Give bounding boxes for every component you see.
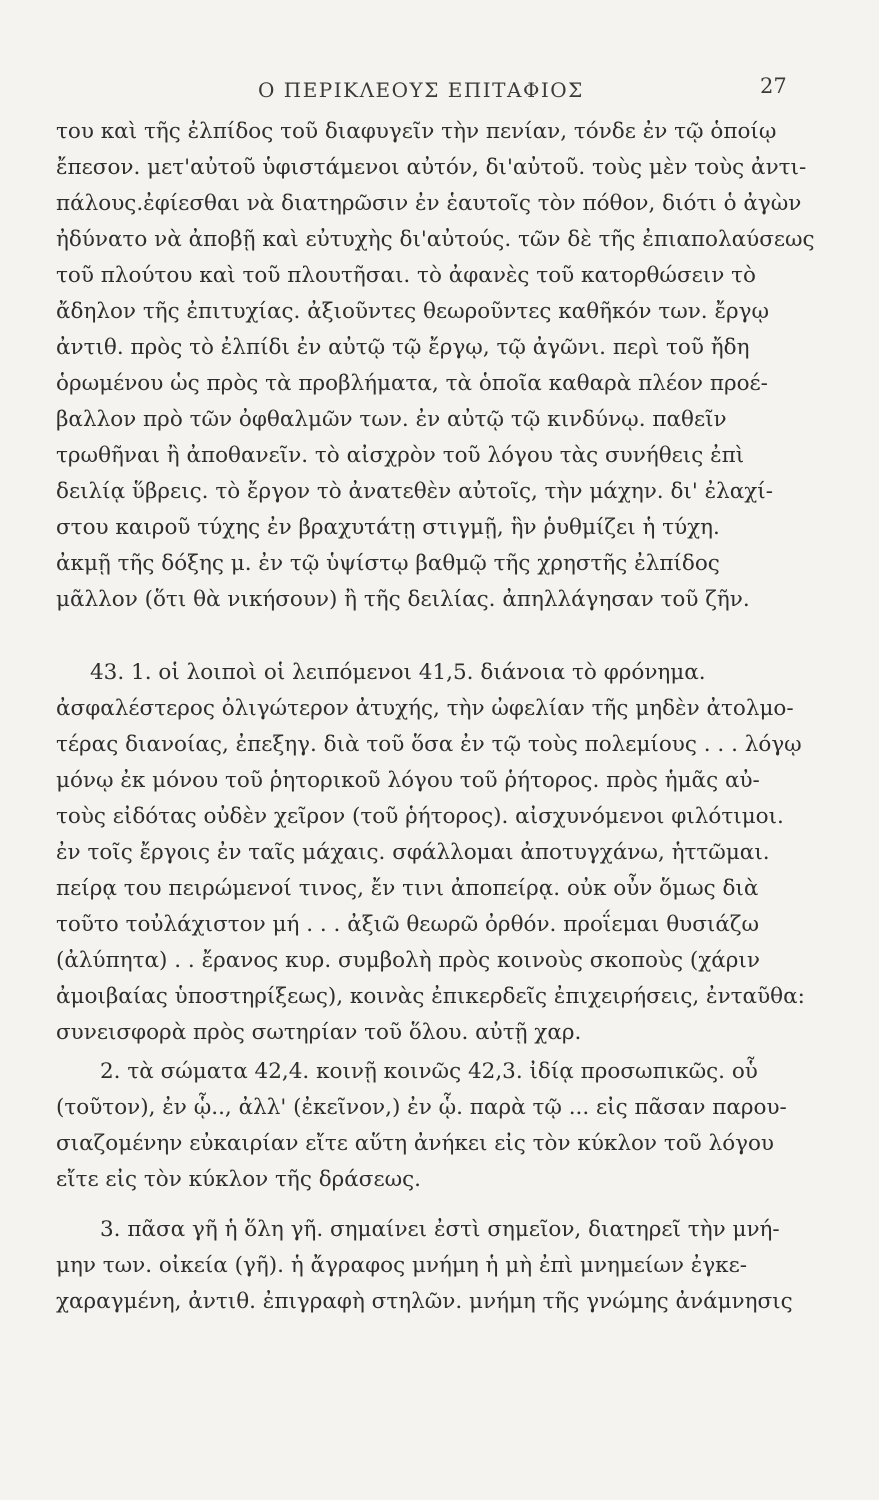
text-line: ἀσφαλέστερος ὀλιγώτερον ἀτυχής, τὴν ὠφελίαν τῆς μηδὲν ἀτολμο- — [56, 696, 794, 721]
text-line: ἄδηλον τῆς ἐπιτυχίας. ἀξιοῦντες θεωροῦντες καθῆκόν των. ἔργῳ — [56, 299, 770, 324]
text-line: τοῦτο τοὐλάχιστον μή . . . ἀξιῶ θεωρῶ ὀρθόν. προΐεμαι θυσιάζω — [56, 912, 760, 937]
text-line: σιαζομένην εὐκαιρίαν εἴτε αὕτη ἀνήκει εἰς τὸν κύκλον τοῦ λόγου — [56, 1131, 775, 1156]
text-line: ἀντιθ. πρὸς τὸ ἐλπίδι ἐν αὐτῷ τῷ ἔργῳ, τῷ ἀγῶνι. περὶ τοῦ ἤδη — [56, 335, 750, 360]
page-header — [0, 74, 879, 108]
text-line: τοῦ πλούτου καὶ τοῦ πλουτῆσαι. τὸ ἀφανὲς τοῦ κατορθώσειν τὸ — [56, 263, 756, 288]
text-line: ἀμοιβαίας ὑποστηρίξεως), κοινὰς ἐπικερδεῖς ἐπιχειρήσεις, ἐνταῦθα: — [56, 984, 805, 1009]
text-line: ἠδύνατο νὰ ἀποβῇ καὶ εὐτυχὴς δι'αὐτούς. τῶν δὲ τῆς ἐπιαπολαύσεως — [56, 227, 815, 252]
text-line: χαραγμένη, ἀντιθ. ἐπιγραφὴ στηλῶν. μνήμη τῆς γνώμης ἀνάμνησις — [56, 1289, 793, 1314]
text-line: δειλίᾳ ὕβρεις. τὸ ἔργον τὸ ἀνατεθὲν αὐτοῖς, τὴν μάχην. δι' ἐλαχί- — [56, 479, 773, 504]
text-line: μόνῳ ἐκ μόνου τοῦ ῥητορικοῦ λόγου τοῦ ῥήτορος. πρὸς ἡμᾶς αὐ- — [56, 768, 760, 793]
text-line: ἔπεσον. μετ'αὐτοῦ ὑφιστάμενοι αὐτόν, δι'αὐτοῦ. τοὺς μὲν τοὺς ἀντι- — [56, 155, 807, 180]
text-line: τρωθῆναι ἢ ἀποθανεῖν. τὸ αἰσχρὸν τοῦ λόγου τὰς συνήθεις ἐπὶ — [56, 443, 745, 468]
text-line: πείρᾳ του πειρώμενοί τινος, ἔν τινι ἀποπείρᾳ. οὐκ οὖν ὅμως διὰ — [56, 876, 759, 901]
text-line: μην των. οἰκεία (γῆ). ἡ ἄγραφος μνήμη ἡ μὴ ἐπὶ μνημείων ἐγκε- — [56, 1253, 748, 1278]
text-line: ἀκμῇ τῆς δόξης μ. ἐν τῷ ὑψίστῳ βαθμῷ τῆς χρηστῆς ἐλπίδος — [56, 551, 720, 576]
text-line: πάλους.ἐφίεσθαι νὰ διατηρῶσιν ἐν ἑαυτοῖς τὸν πόθον, διότι ὁ ἀγὼν — [56, 191, 802, 216]
text-line: μᾶλλον (ὅτι θὰ νικήσουν) ἢ τῆς δειλίας. ἀπηλλάγησαν τοῦ ζῆν. — [56, 587, 750, 612]
text-line: του καὶ τῆς ἐλπίδος τοῦ διαφυγεῖν τὴν πενίαν, τόνδε ἐν τῷ ὁποίῳ — [56, 119, 777, 144]
text-line: 2. τὰ σώματα 42,4. κοινῇ κοινῶς 42,3. ἰδίᾳ προσωπικῶς. οὗ — [100, 1059, 758, 1084]
text-line: ὁρωμένου ὡς πρὸς τὰ προβλήματα, τὰ ὁποῖα καθαρὰ πλέον προέ- — [56, 371, 768, 396]
text-line: συνεισφορὰ πρὸς σωτηρίαν τοῦ ὅλου. αὐτῇ χαρ. — [56, 1020, 582, 1045]
text-line: 43. 1. οἱ λοιποὶ οἱ λειπόμενοι 41,5. διάνοια τὸ φρόνημα. — [90, 660, 706, 685]
page-number: 27 — [760, 74, 787, 98]
running-title: Ο ΠΕΡΙΚΛΕΟΥΣ ΕΠΙΤΑΦΙΟΣ — [258, 78, 584, 102]
text-line: (τοῦτον), ἐν ᾧ.., ἀλλ' (ἐκεῖνον,) ἐν ᾧ. παρὰ τῷ ... εἰς πᾶσαν παρου- — [56, 1095, 787, 1120]
text-line: βαλλον πρὸ τῶν ὀφθαλμῶν των. ἐν αὐτῷ τῷ κινδύνῳ. παθεῖν — [56, 407, 727, 432]
text-line: (ἀλύπητα) . . ἔρανος κυρ. συμβολὴ πρὸς κοινοὺς σκοποὺς (χάριν — [56, 948, 760, 973]
text-line: τοὺς εἰδότας οὐδὲν χεῖρον (τοῦ ῥήτορος). αἰσχυνόμενοι φιλότιμοι. — [56, 804, 784, 829]
text-line: τέρας διανοίας, ἐπεξηγ. διὰ τοῦ ὅσα ἐν τῷ τοὺς πολεμίους . . . λόγῳ — [56, 732, 802, 757]
text-line: 3. πᾶσα γῆ ἡ ὅλη γῆ. σημαίνει ἐστὶ σημεῖον, διατηρεῖ τὴν μνή- — [100, 1217, 780, 1242]
text-line: εἴτε εἰς τὸν κύκλον τῆς δράσεως. — [56, 1167, 422, 1192]
text-line: στου καιροῦ τύχης ἐν βραχυτάτῃ στιγμῇ, ἣν ῥυθμίζει ἡ τύχη. — [56, 515, 720, 540]
text-line: ἐν τοῖς ἔργοις ἐν ταῖς μάχαις. σφάλλομαι ἀποτυγχάνω, ἡττῶμαι. — [56, 840, 770, 865]
